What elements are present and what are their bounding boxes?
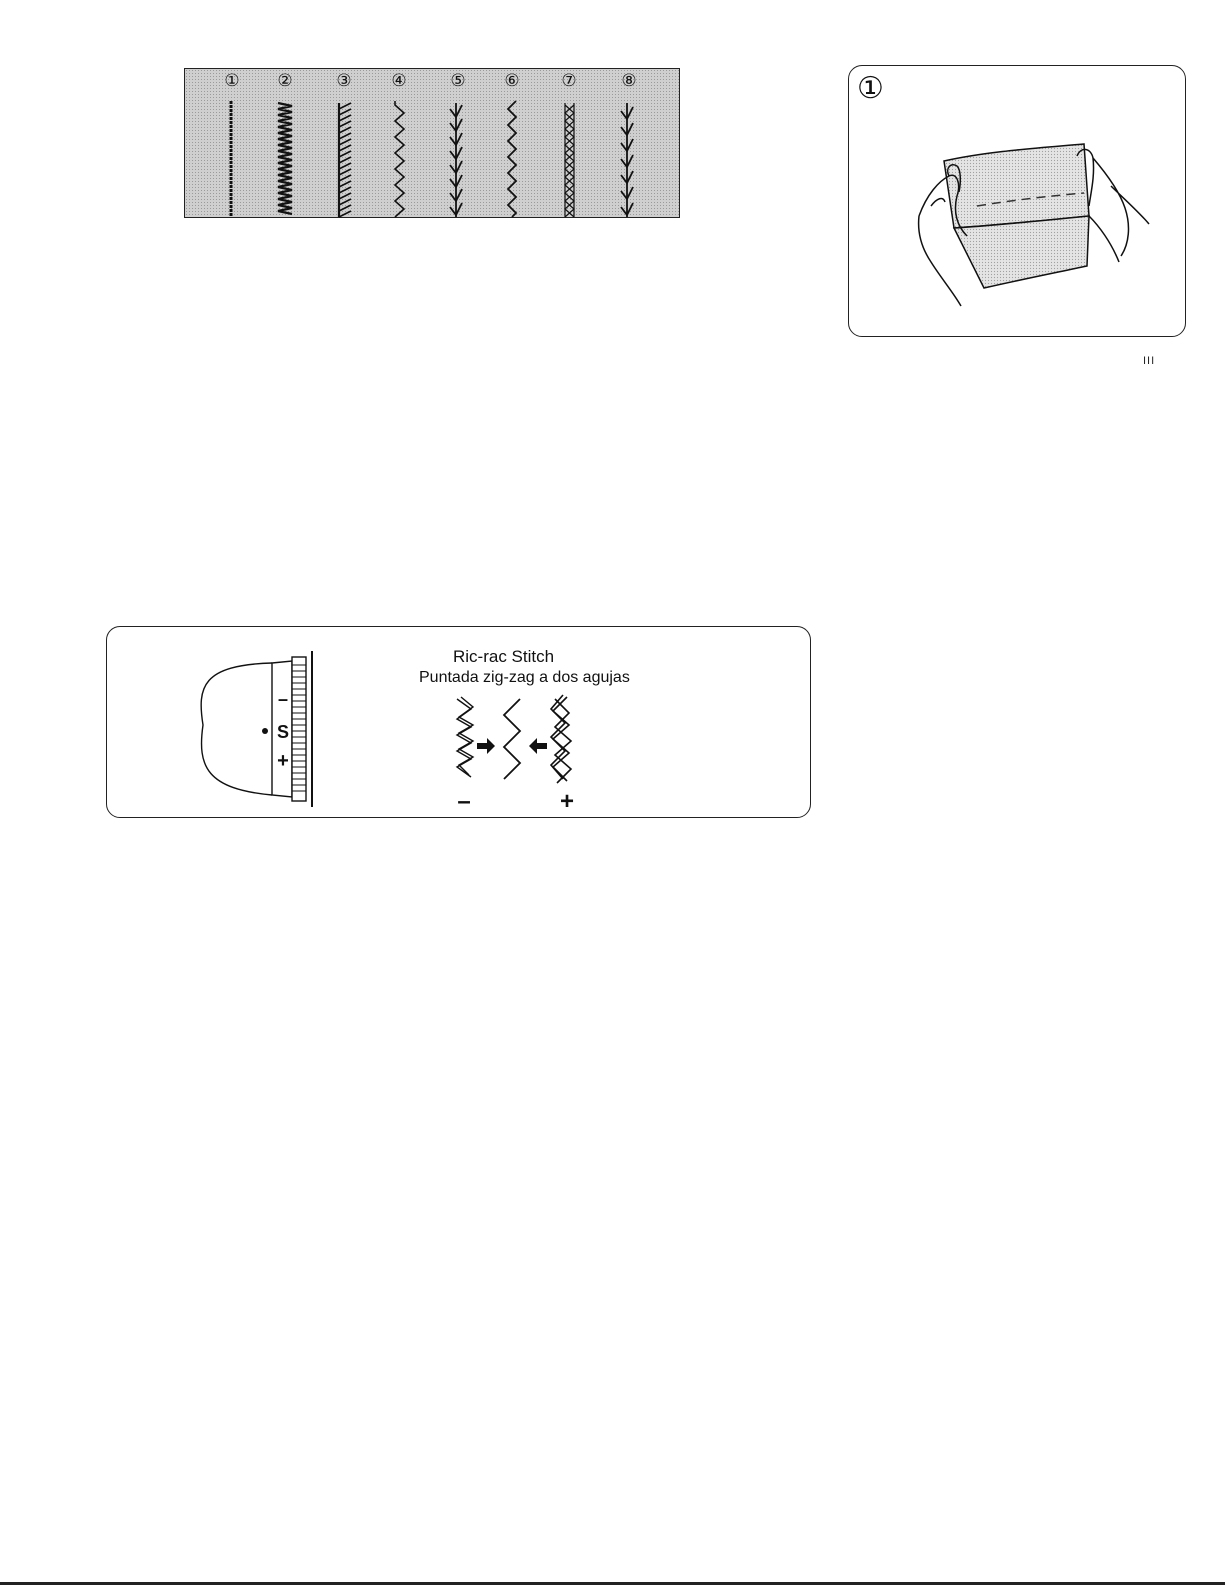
stitch-blind-hem <box>395 101 404 217</box>
ricrac-minus-pattern <box>457 697 473 777</box>
stitch-zigzag <box>508 101 516 217</box>
stitch-number-8: ⑧ <box>621 71 637 91</box>
stitch-number-3: ③ <box>336 71 352 91</box>
dial-minus-label: – <box>277 689 289 709</box>
minus-label: – <box>457 788 471 815</box>
fabric-stretch-figure <box>848 65 1186 337</box>
stitch-slant <box>339 103 351 217</box>
ricrac-plus-pattern <box>551 695 571 783</box>
stitch-satin-zigzag <box>278 103 292 214</box>
dial-center-label: S <box>276 722 290 742</box>
stitch-number-7: ⑦ <box>561 71 577 91</box>
stitch-number-6: ⑥ <box>504 71 520 91</box>
ricrac-stitch-diagram <box>107 627 812 819</box>
stitch-double-zigzag <box>565 103 574 217</box>
arrow-left-icon <box>529 738 547 754</box>
ricrac-title-english: Ric-rac Stitch <box>453 647 555 666</box>
stitch-number-2: ② <box>277 71 293 91</box>
stitch-patterns <box>185 69 681 219</box>
stitch-feather <box>450 103 462 217</box>
hands-stretching-fabric-icon <box>849 66 1187 338</box>
ricrac-title-spanish: Puntada zig-zag a dos agujas <box>419 669 630 686</box>
stitch-feather-2 <box>621 103 633 217</box>
figure-label: ① <box>857 71 884 106</box>
ricrac-normal-pattern <box>504 699 520 779</box>
stitch-number-4: ④ <box>391 71 407 91</box>
dial-plus-label: + <box>277 750 289 772</box>
stitch-pattern-chart <box>184 68 680 218</box>
plus-label: + <box>559 788 575 815</box>
stitch-number-1: ① <box>224 71 240 91</box>
ricrac-stitch-panel <box>106 626 811 818</box>
page-mark: III <box>1143 355 1156 367</box>
arrow-right-icon <box>477 738 495 754</box>
stitch-number-5: ⑤ <box>450 71 466 91</box>
